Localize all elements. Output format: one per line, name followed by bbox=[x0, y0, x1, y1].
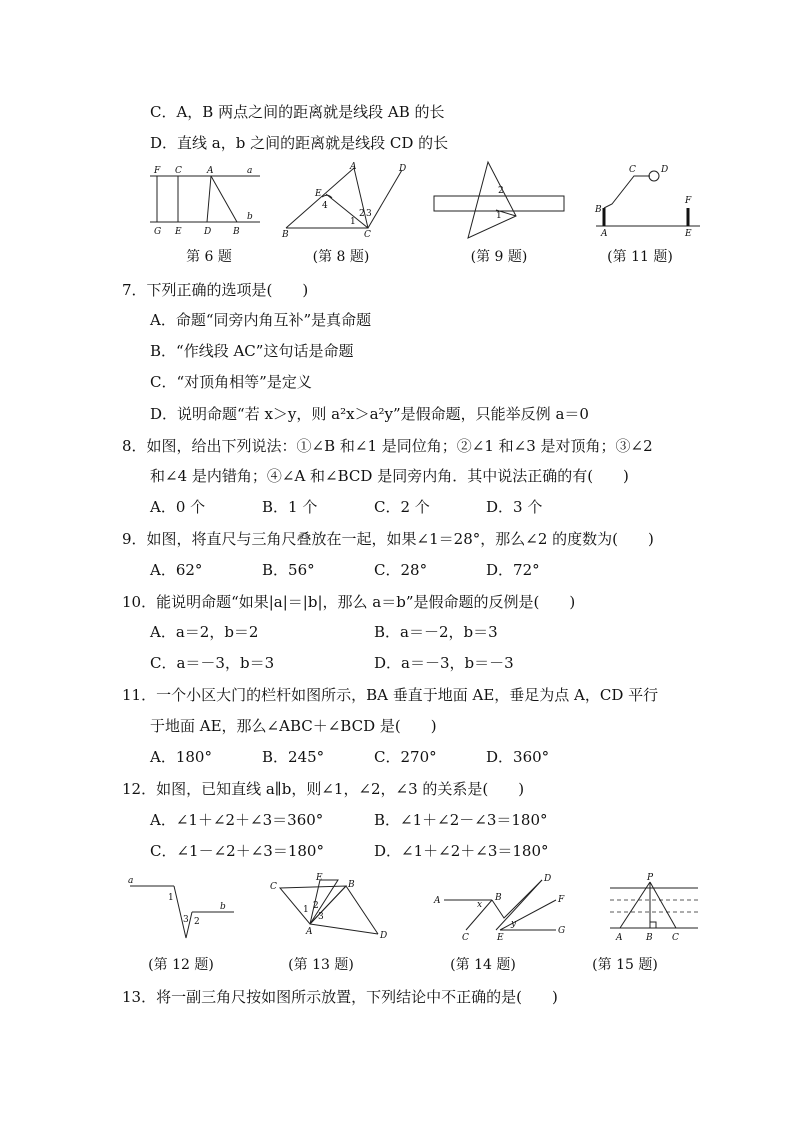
fig13-label-c: C bbox=[270, 882, 277, 892]
q10-stem: 10．能说明命题“如果|a|＝|b|，那么 a＝b”是假命题的反例是( ) bbox=[122, 593, 576, 611]
fig9-label-2: 2 bbox=[498, 186, 504, 196]
q11-stem-2: 于地面 AE，那么∠ABC＋∠BCD 是( ) bbox=[150, 717, 437, 735]
caption-fig15: (第 15 题) bbox=[592, 957, 658, 973]
q6-option-d: D．直线 a，b 之间的距离就是线段 CD 的长 bbox=[150, 134, 449, 152]
q10-option-c: C．a＝－3，b＝3 bbox=[150, 654, 275, 672]
fig15-label-b: B bbox=[646, 933, 653, 943]
figure-15 bbox=[608, 872, 700, 944]
q8-stem-1: 8．如图，给出下列说法：①∠B 和∠1 是同位角；②∠1 和∠3 是对顶角；③∠2 bbox=[122, 437, 653, 455]
fig13-label-3: 3 bbox=[318, 912, 324, 922]
fig12-label-3: 3 bbox=[183, 915, 189, 925]
q8-option-a: A．0 个 bbox=[150, 498, 206, 516]
caption-fig12: (第 12 题) bbox=[148, 957, 214, 973]
fig8-label-d: D bbox=[399, 164, 407, 174]
q10-option-b: B．a＝－2，b＝3 bbox=[374, 623, 498, 641]
fig8-label-b: B bbox=[282, 230, 289, 240]
fig14-label-a: A bbox=[434, 896, 441, 906]
fig8-label-a: A bbox=[350, 162, 357, 172]
figure-14 bbox=[430, 872, 572, 944]
fig11-label-e: E bbox=[685, 229, 692, 239]
fig13-label-a: A bbox=[306, 927, 313, 937]
q12-option-b: B．∠1＋∠2－∠3＝180° bbox=[374, 811, 548, 829]
q9-option-a: A．62° bbox=[150, 561, 203, 579]
q13-stem: 13．将一副三角尺按如图所示放置，下列结论中不正确的是( ) bbox=[122, 988, 558, 1006]
fig15-label-c: C bbox=[672, 933, 679, 943]
fig15-label-a: A bbox=[616, 933, 623, 943]
figure-6 bbox=[145, 162, 265, 240]
q8-option-b: B．1 个 bbox=[262, 498, 318, 516]
caption-fig14: (第 14 题) bbox=[450, 957, 516, 973]
fig8-label-c: C bbox=[364, 230, 371, 240]
fig13-label-1: 1 bbox=[303, 905, 309, 915]
fig9-label-1: 1 bbox=[496, 211, 502, 221]
figure-12 bbox=[122, 874, 240, 946]
q11-option-d: D．360° bbox=[486, 748, 550, 766]
fig8-label-3: 3 bbox=[366, 209, 372, 219]
fig11-label-c: C bbox=[629, 165, 636, 175]
fig11-label-b: B bbox=[595, 205, 602, 215]
fig8-label-4: 4 bbox=[322, 201, 328, 211]
fig14-label-d: D bbox=[544, 874, 552, 884]
q11-option-c: C．270° bbox=[374, 748, 437, 766]
fig13-label-d: D bbox=[380, 931, 388, 941]
q7-option-b: B．“作线段 AC”这句话是命题 bbox=[150, 342, 354, 360]
fig8-label-e: E bbox=[315, 189, 322, 199]
figure-13 bbox=[266, 872, 396, 944]
q7-option-d: D．说明命题“若 x＞y，则 a²x＞a²y”是假命题，只能举反例 a＝0 bbox=[150, 405, 589, 423]
q10-option-d: D．a＝－3，b＝－3 bbox=[374, 654, 514, 672]
fig6-label-e: E bbox=[175, 227, 182, 237]
fig6-label-g: G bbox=[154, 227, 162, 237]
q9-option-d: D．72° bbox=[486, 561, 540, 579]
fig11-label-d: D bbox=[661, 165, 669, 175]
caption-fig11: (第 11 题) bbox=[607, 249, 673, 265]
fig6-label-d: D bbox=[204, 227, 212, 237]
fig12-label-a: a bbox=[128, 876, 134, 886]
fig14-label-g: G bbox=[558, 926, 566, 936]
fig8-label-1: 1 bbox=[350, 217, 356, 227]
q8-stem-2: 和∠4 是内错角；④∠A 和∠BCD 是同旁内角．其中说法正确的有( ) bbox=[150, 467, 629, 485]
fig13-label-b: B bbox=[348, 880, 355, 890]
fig6-label-a: A bbox=[207, 166, 214, 176]
fig6-label-line-b: b bbox=[247, 212, 253, 222]
fig12-label-b: b bbox=[220, 902, 226, 912]
q12-option-a: A．∠1＋∠2＋∠3＝360° bbox=[150, 811, 324, 829]
q11-stem-1: 11．一个小区大门的栏杆如图所示，BA 垂直于地面 AE，垂足为点 A，CD 平行 bbox=[122, 686, 659, 704]
q8-option-c: C．2 个 bbox=[374, 498, 430, 516]
fig13-label-e: E bbox=[316, 873, 323, 883]
fig6-label-f: F bbox=[154, 166, 161, 176]
q10-option-a: A．a＝2，b＝2 bbox=[150, 623, 259, 641]
fig14-label-c: C bbox=[462, 933, 469, 943]
fig11-label-f: F bbox=[685, 196, 692, 206]
q7-stem: 7．下列正确的选项是( ) bbox=[122, 281, 309, 299]
q12-stem: 12．如图，已知直线 a∥b，则∠1，∠2，∠3 的关系是( ) bbox=[122, 780, 525, 798]
caption-fig8: (第 8 题) bbox=[312, 249, 370, 265]
q7-option-a: A．命题“同旁内角互补”是真命题 bbox=[150, 311, 372, 329]
fig15-label-p: P bbox=[647, 873, 654, 883]
fig14-label-f: F bbox=[558, 895, 565, 905]
caption-fig9: (第 9 题) bbox=[470, 249, 528, 265]
fig14-label-y: y bbox=[511, 919, 517, 929]
fig6-label-c: C bbox=[175, 166, 182, 176]
caption-fig6: 第 6 题 bbox=[186, 249, 232, 265]
figure-8 bbox=[278, 160, 410, 240]
q9-option-b: B．56° bbox=[262, 561, 315, 579]
q9-option-c: C．28° bbox=[374, 561, 428, 579]
q12-option-d: D．∠1＋∠2＋∠3＝180° bbox=[374, 842, 549, 860]
q7-option-c: C．“对顶角相等”是定义 bbox=[150, 373, 312, 391]
q11-option-a: A．180° bbox=[150, 748, 212, 766]
figure-9 bbox=[430, 158, 568, 240]
q9-stem: 9．如图，将直尺与三角尺叠放在一起，如果∠1＝28°，那么∠2 的度数为( ) bbox=[122, 530, 654, 548]
fig14-label-b: B bbox=[495, 893, 502, 903]
fig14-label-x: x bbox=[477, 900, 483, 910]
figure-11 bbox=[590, 160, 705, 240]
fig11-label-a: A bbox=[601, 229, 608, 239]
q6-option-c: C．A，B 两点之间的距离就是线段 AB 的长 bbox=[150, 103, 445, 121]
fig14-label-e: E bbox=[497, 933, 504, 943]
fig12-label-2: 2 bbox=[194, 917, 200, 927]
fig8-label-2: 2 bbox=[359, 209, 365, 219]
fig13-label-2: 2 bbox=[313, 901, 319, 911]
fig6-label-b: B bbox=[233, 227, 240, 237]
caption-fig13: (第 13 题) bbox=[288, 957, 354, 973]
q8-option-d: D．3 个 bbox=[486, 498, 543, 516]
q11-option-b: B．245° bbox=[262, 748, 325, 766]
fig12-label-1: 1 bbox=[168, 893, 174, 903]
fig6-label-line-a: a bbox=[247, 166, 253, 176]
q12-option-c: C．∠1－∠2＋∠3＝180° bbox=[150, 842, 324, 860]
